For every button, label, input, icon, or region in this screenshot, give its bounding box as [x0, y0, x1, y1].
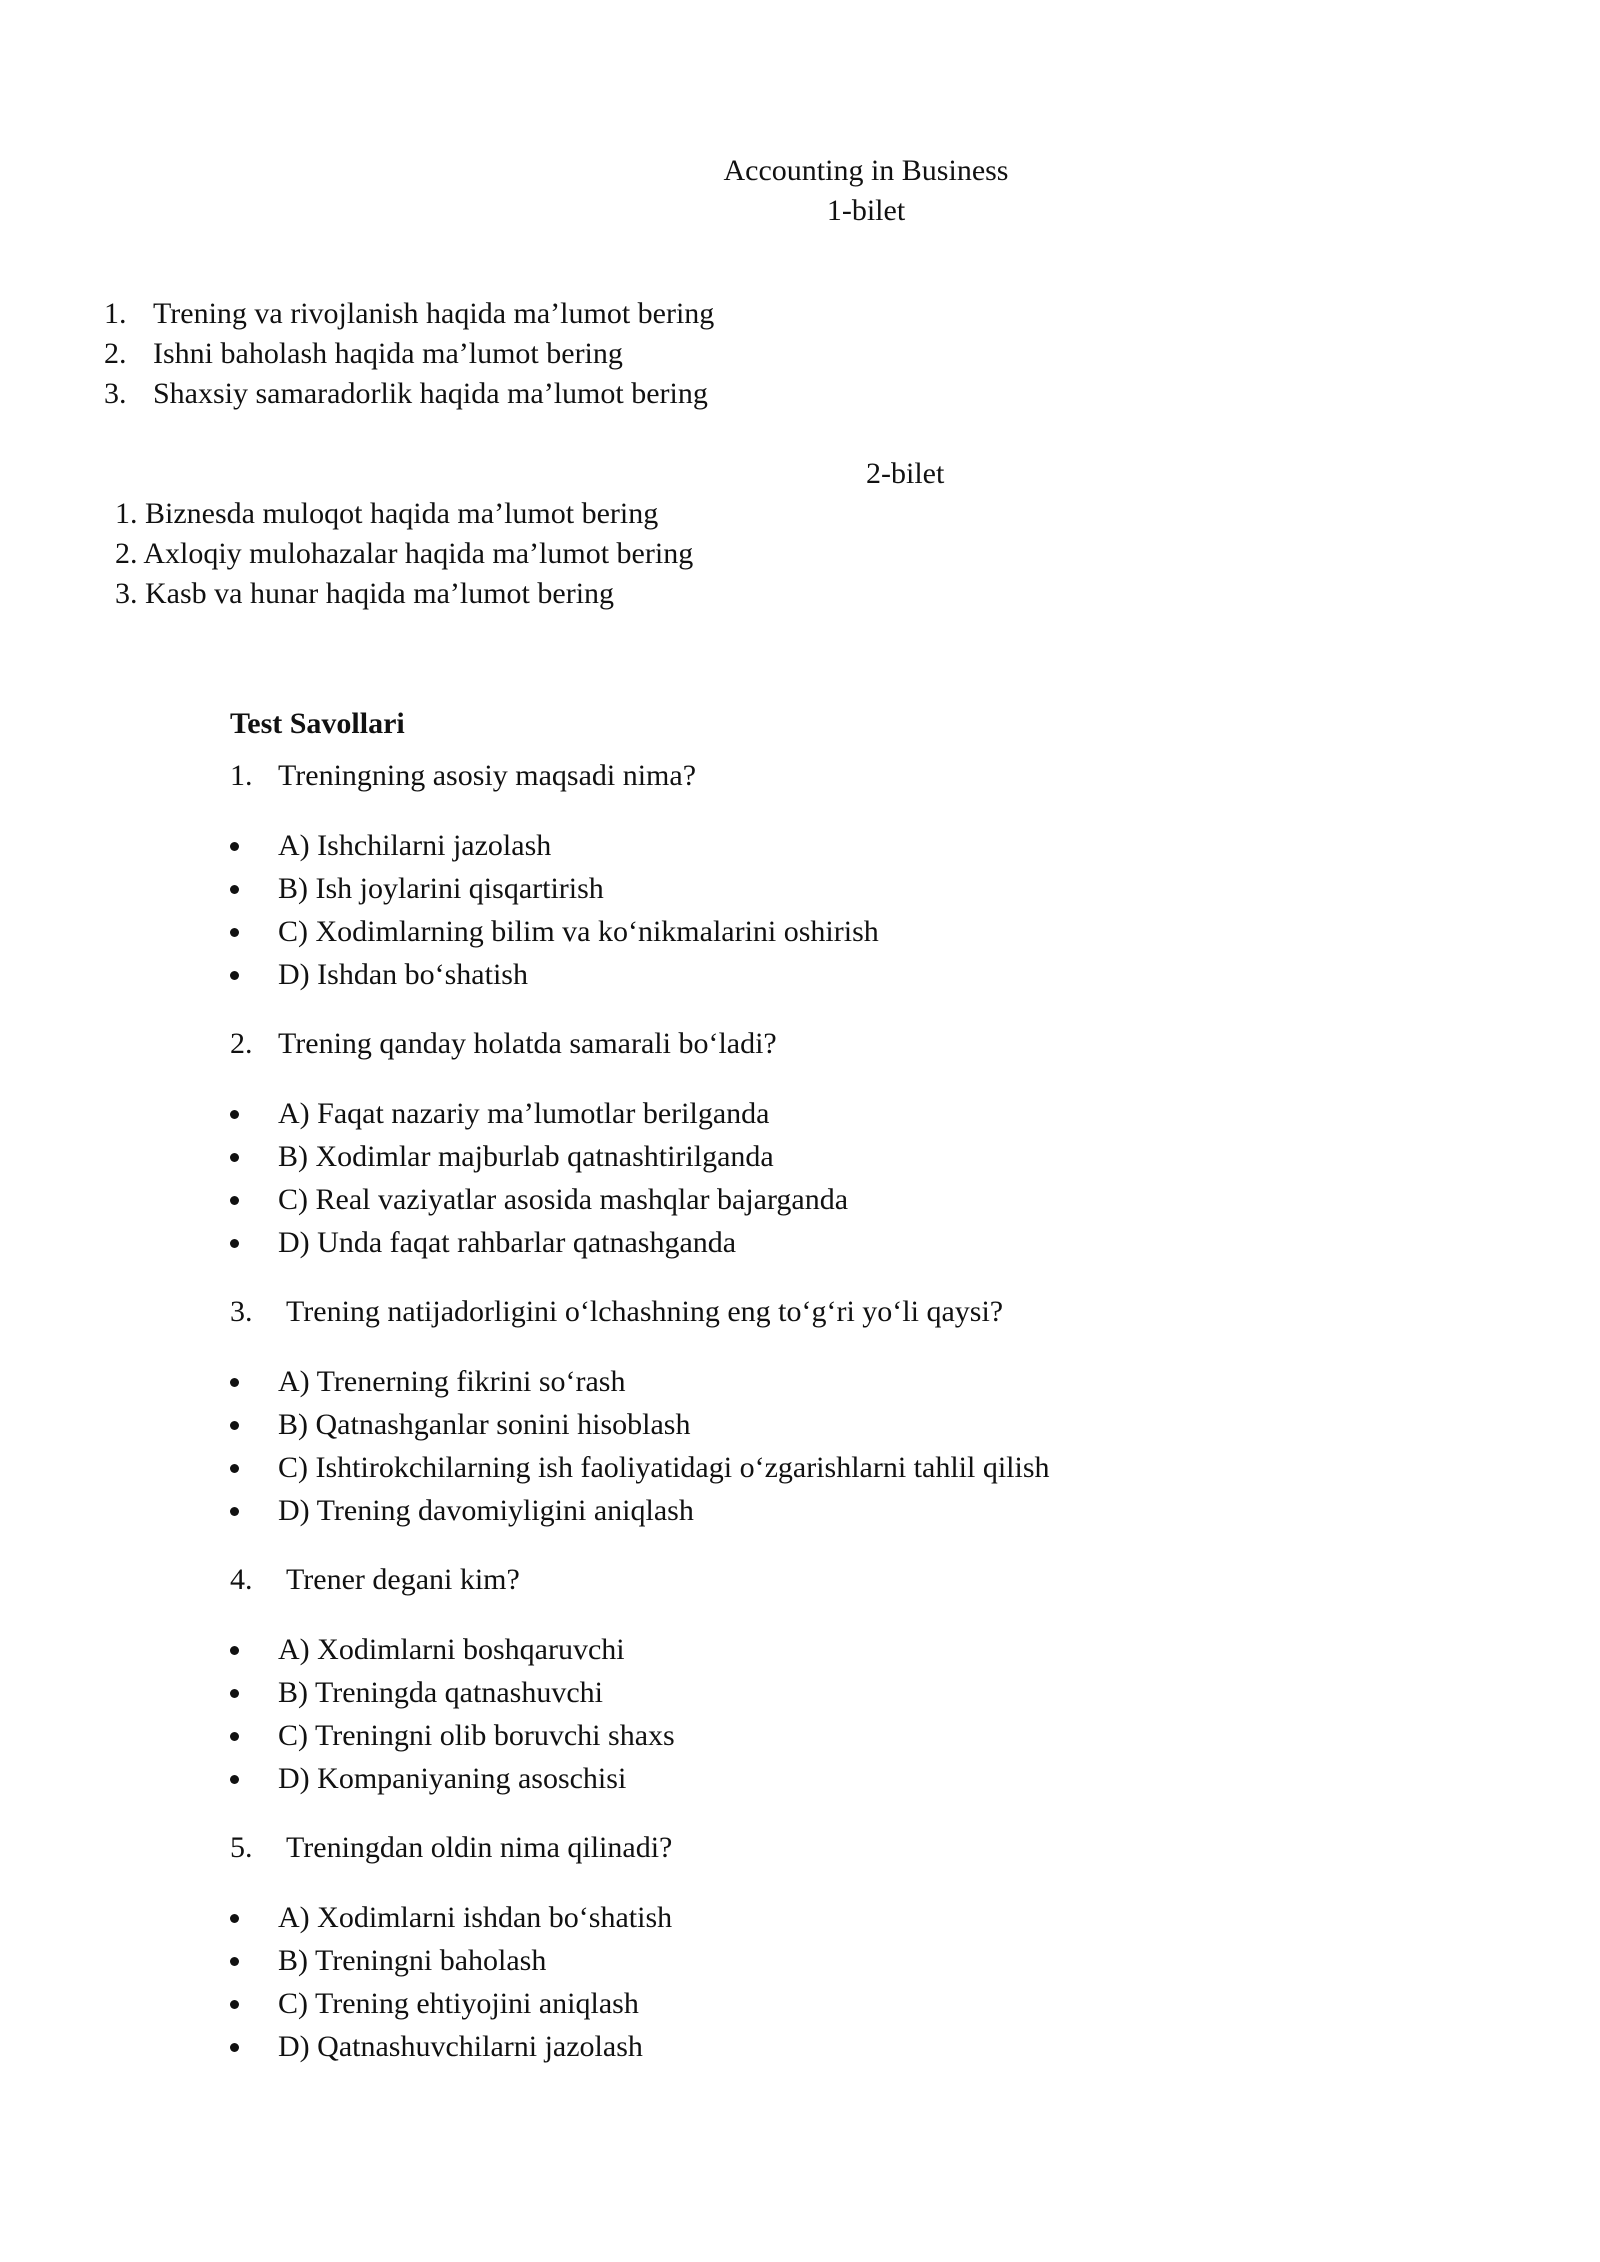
bullet-icon [230, 1732, 239, 1741]
list-item: Shaxsiy samaradorlik haqida ma’lumot bering [153, 377, 708, 410]
answer-option: D) Trening davomiyligini aniqlash [278, 1494, 694, 1527]
answer-option: C) Trening ehtiyojini aniqlash [278, 1987, 639, 2020]
bullet-icon [230, 1110, 239, 1119]
answer-option: B) Ish joylarini qisqartirish [278, 872, 604, 905]
bullet-icon [230, 1196, 239, 1205]
bullet-icon [230, 2043, 239, 2052]
ticket-1-label: 1-bilet [826, 194, 906, 227]
answer-option: C) Real vaziyatlar asosida mashqlar bajarganda [278, 1183, 849, 1216]
question-number: 3. [230, 1295, 253, 1328]
question-text: Trening natijadorligini o‘lchashning eng to‘g‘ri yo‘li qaysi? [286, 1295, 1004, 1328]
list-item: 2. Axloqiy mulohazalar haqida ma’lumot bering [115, 537, 694, 570]
bullet-icon [230, 1378, 239, 1387]
document-title: Accounting in Business [723, 154, 1009, 187]
bullet-icon [230, 885, 239, 894]
answer-option: B) Treningda qatnashuvchi [278, 1676, 603, 1709]
answer-option: C) Xodimlarning bilim va ko‘nikmalarini oshirish [278, 915, 879, 948]
bullet-icon [230, 1239, 239, 1248]
answer-option: B) Qatnashganlar sonini hisoblash [278, 1408, 691, 1441]
answer-option: A) Xodimlarni boshqaruvchi [278, 1633, 625, 1666]
question-number: 5. [230, 1831, 253, 1864]
answer-option: B) Treningni baholash [278, 1944, 547, 1977]
answer-option: C) Treningni olib boruvchi shaxs [278, 1719, 675, 1752]
bullet-icon [230, 1507, 239, 1516]
question-number: 2. [230, 1027, 253, 1060]
list-item: Trening va rivojlanish haqida ma’lumot bering [153, 297, 715, 330]
answer-option: A) Ishchilarni jazolash [278, 829, 552, 862]
answer-option: D) Qatnashuvchilarni jazolash [278, 2030, 643, 2063]
bullet-icon [230, 1914, 239, 1923]
answer-option: D) Ishdan bo‘shatish [278, 958, 528, 991]
question-text: Treningning asosiy maqsadi nima? [278, 759, 697, 792]
question-number: 1. [230, 759, 253, 792]
question-text: Treningdan oldin nima qilinadi? [286, 1831, 673, 1864]
bullet-icon [230, 1775, 239, 1784]
question-number: 4. [230, 1563, 253, 1596]
list-item-number: 3. [104, 377, 127, 410]
list-item-number: 1. [104, 297, 127, 330]
bullet-icon [230, 1957, 239, 1966]
list-item: 1. Biznesda muloqot haqida ma’lumot bering [115, 497, 659, 530]
answer-option: C) Ishtirokchilarning ish faoliyatidagi o‘zgarishlarni tahlil qilish [278, 1451, 1050, 1484]
bullet-icon [230, 1153, 239, 1162]
bullet-icon [230, 1689, 239, 1698]
answer-option: D) Kompaniyaning asoschisi [278, 1762, 627, 1795]
answer-option: D) Unda faqat rahbarlar qatnashganda [278, 1226, 737, 1259]
answer-option: A) Trenerning fikrini so‘rash [278, 1365, 626, 1398]
list-item: 3. Kasb va hunar haqida ma’lumot bering [115, 577, 615, 610]
answer-option: B) Xodimlar majburlab qatnashtirilganda [278, 1140, 774, 1173]
list-item-number: 2. [104, 337, 127, 370]
bullet-icon [230, 2000, 239, 2009]
bullet-icon [230, 928, 239, 937]
question-text: Trening qanday holatda samarali bo‘ladi? [278, 1027, 777, 1060]
answer-option: A) Xodimlarni ishdan bo‘shatish [278, 1901, 673, 1934]
bullet-icon [230, 842, 239, 851]
bullet-icon [230, 1464, 239, 1473]
answer-option: A) Faqat nazariy ma’lumotlar berilganda [278, 1097, 770, 1130]
bullet-icon [230, 971, 239, 980]
bullet-icon [230, 1646, 239, 1655]
question-text: Trener degani kim? [286, 1563, 520, 1596]
ticket-2-label: 2-bilet [866, 457, 945, 490]
bullet-icon [230, 1421, 239, 1430]
test-heading: Test Savollari [230, 707, 405, 740]
list-item: Ishni baholash haqida ma’lumot bering [153, 337, 623, 370]
